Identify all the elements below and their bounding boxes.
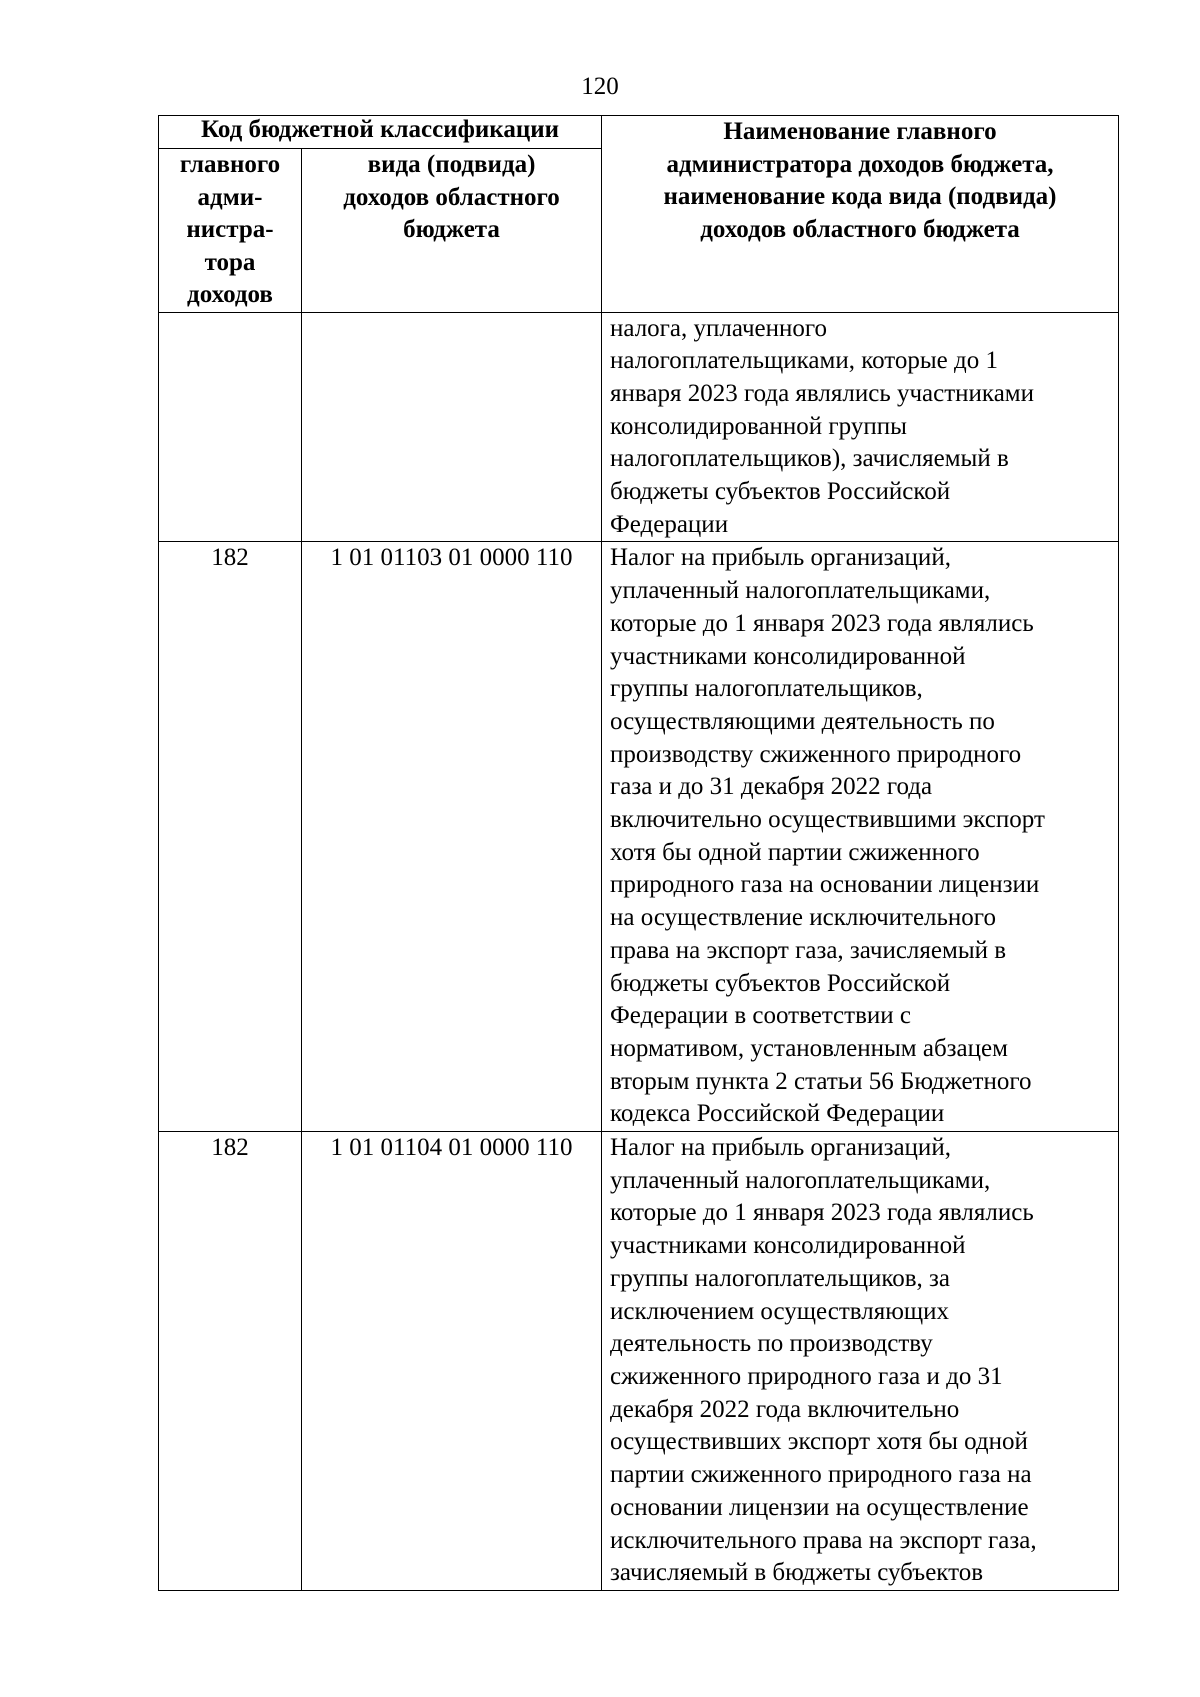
header-admin-line: адми- — [197, 183, 263, 211]
description-line: которые до 1 января 2023 года являлись — [610, 609, 1034, 637]
description-line: права на экспорт газа, зачисляемый в — [610, 936, 1007, 964]
header-name-line: наименование кода вида (подвида) — [663, 183, 1057, 210]
income-code-cell — [302, 312, 602, 542]
header-admin-line: тора — [204, 248, 256, 276]
header-budget-code-group: Код бюджетной классификации — [159, 116, 602, 149]
income-description-cell — [602, 312, 1119, 542]
header-code-line: доходов областного — [343, 183, 560, 211]
description-line: налога, уплаченного — [610, 314, 828, 342]
table-row — [159, 1132, 1119, 1591]
header-name-line: доходов областного бюджета — [700, 215, 1020, 243]
description-line: газа и до 31 декабря 2022 года — [610, 773, 933, 801]
description-line: уплаченный налогоплательщиками, — [610, 1166, 991, 1194]
description-line: производству сжиженного природного — [610, 740, 1022, 768]
admin-code-cell: 182 — [159, 1132, 302, 1591]
description-line: которые до 1 января 2023 года являлись — [610, 1199, 1034, 1227]
description-line: деятельность по производству — [610, 1330, 933, 1358]
description-line: исключительного права на экспорт газа, — [610, 1526, 1037, 1554]
description-line: хотя бы одной партии сжиженного — [610, 838, 980, 866]
description-line: нормативом, установленным абзацем — [610, 1034, 1008, 1062]
description-line: Федерации — [610, 510, 729, 538]
description-line: уплаченный налогоплательщиками, — [610, 577, 991, 605]
table-body — [159, 312, 1119, 1590]
income-code-cell: 1 01 01103 01 0000 110 — [302, 542, 602, 1132]
budget-classification-table — [158, 115, 1119, 1591]
admin-code-cell: 182 — [159, 542, 302, 1132]
description-line: основании лицензии на осуществление — [610, 1493, 1029, 1521]
description-line: бюджеты субъектов Российской — [610, 478, 951, 506]
income-code-cell: 1 01 01104 01 0000 110 — [302, 1132, 602, 1591]
header-admin-line: главного — [179, 151, 281, 178]
description-line: кодекса Российской Федерации — [610, 1100, 945, 1128]
admin-code-cell — [159, 312, 302, 542]
description-line: вторым пункта 2 статьи 56 Бюджетного — [610, 1067, 1032, 1095]
description-line: осуществивших экспорт хотя бы одной — [610, 1428, 1028, 1456]
description-line: налогоплательщиками, которые до 1 — [610, 347, 998, 375]
description-line: участниками консолидированной — [610, 1232, 966, 1260]
header-name-column — [602, 116, 1119, 313]
header-admin-line: доходов — [187, 281, 273, 308]
description-line: Налог на прибыль организаций, — [610, 544, 951, 572]
income-description-cell — [602, 1132, 1119, 1591]
description-line: зачисляемый в бюджеты субъектов — [610, 1559, 984, 1587]
header-admin-line: нистра- — [186, 216, 274, 243]
description-line: налогоплательщиков), зачисляемый в — [610, 445, 1009, 473]
description-line: сжиженного природного газа и до 31 — [610, 1363, 1003, 1390]
description-line: участниками консолидированной — [610, 642, 966, 670]
description-line: консолидированной группы — [610, 412, 907, 440]
description-line: января 2023 года являлись участниками — [610, 379, 1034, 407]
page-number: 120 — [581, 73, 619, 100]
description-line: включительно осуществившими экспорт — [610, 806, 1045, 834]
description-line: исключением осуществляющих — [610, 1297, 950, 1325]
header-code-column — [302, 149, 602, 313]
header-name-line: администратора доходов бюджета, — [666, 150, 1054, 178]
header-admin-column — [159, 149, 302, 313]
description-line: бюджеты субъектов Российской — [610, 969, 951, 997]
description-line: декабря 2022 года включительно — [610, 1395, 960, 1423]
header-code-line: бюджета — [403, 216, 500, 243]
description-line: осуществляющими деятельность по — [610, 707, 995, 735]
description-line: Налог на прибыль организаций, — [610, 1134, 951, 1162]
description-line: группы налогоплательщиков, — [610, 675, 923, 703]
header-code-line: вида (подвида) — [367, 151, 536, 178]
income-description-cell — [602, 542, 1119, 1132]
description-line: на осуществление исключительного — [610, 904, 996, 932]
description-line: партии сжиженного природного газа на — [610, 1461, 1032, 1489]
header-name-line: Наименование главного — [723, 118, 997, 145]
table-row — [159, 312, 1119, 542]
description-line: природного газа на основании лицензии — [610, 871, 1040, 899]
description-line: Федерации в соответствии с — [610, 1002, 911, 1030]
table-row — [159, 542, 1119, 1132]
description-line: группы налогоплательщиков, за — [610, 1264, 951, 1292]
